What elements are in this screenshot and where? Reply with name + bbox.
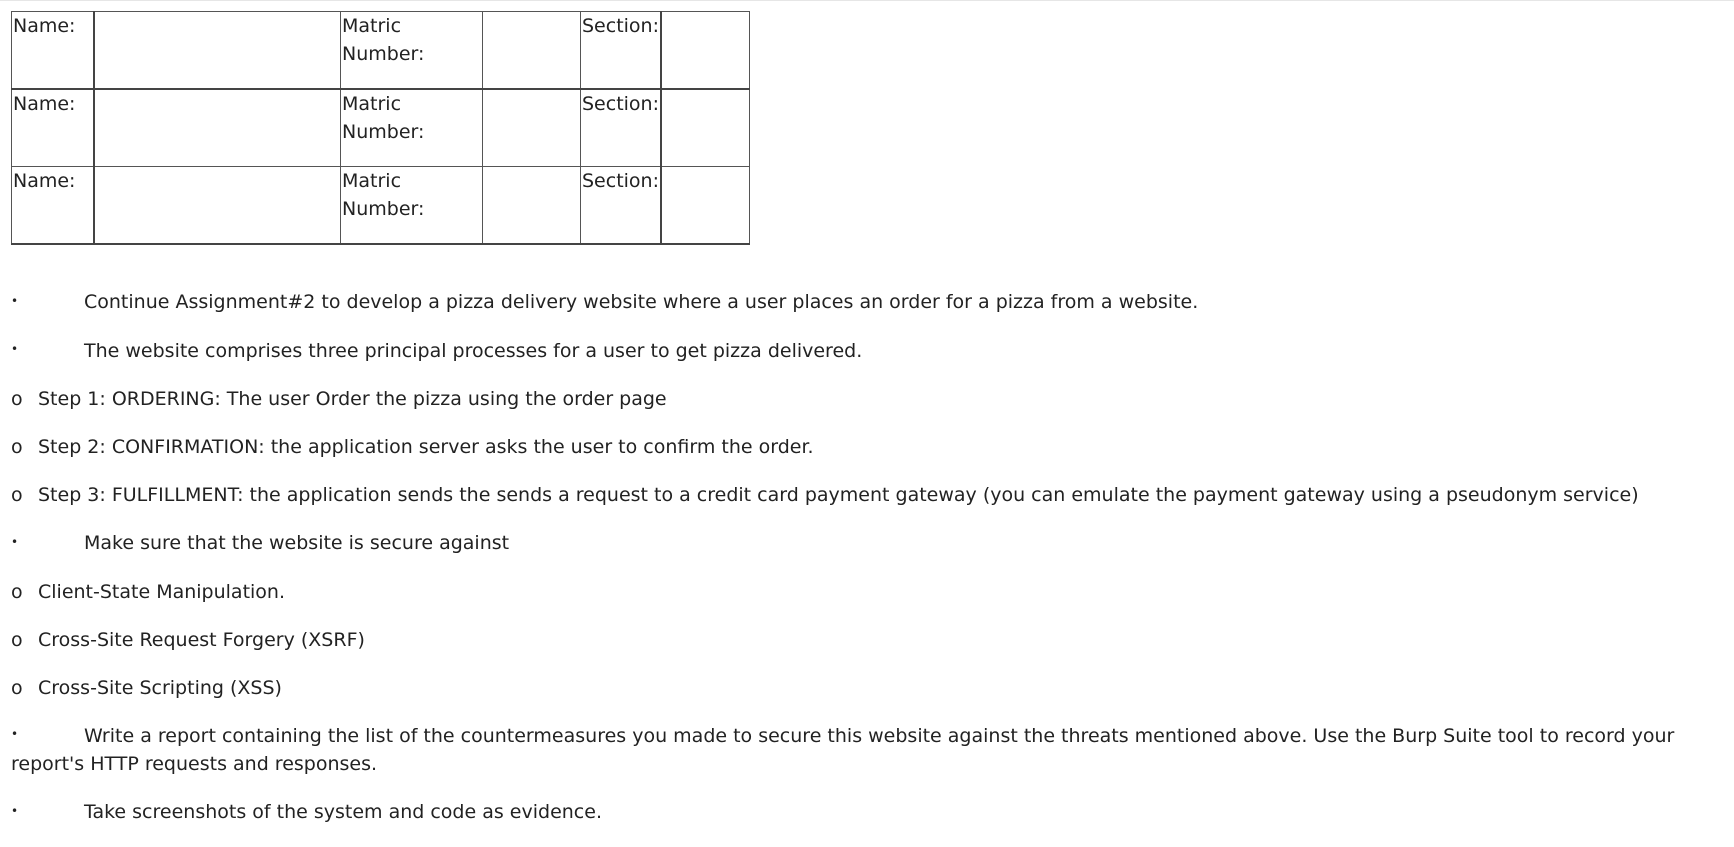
sub-item [11, 433, 1711, 461]
bullet-item [11, 798, 1711, 827]
sub-item [11, 626, 1711, 654]
table-row [12, 12, 750, 90]
matric-number-value-cell[interactable] [483, 89, 581, 167]
top-divider [0, 0, 1734, 1]
section-label: Section: [581, 167, 662, 245]
sub-bullet-marker: o [11, 484, 23, 506]
name-value-cell[interactable] [94, 12, 341, 90]
bullet-text: The website comprises three principal processes for a user to get pizza delivered. [84, 339, 863, 362]
sub-item-text: Client-State Manipulation. [38, 580, 286, 603]
assignment-instructions [11, 288, 1711, 847]
sub-bullet-marker: o [11, 628, 23, 651]
section-value-cell[interactable] [661, 89, 749, 167]
bullet-text: Take screenshots of the system and code as evidence. [84, 801, 602, 823]
bullet-marker: • [11, 803, 19, 818]
sub-bullet-marker: o [11, 676, 23, 699]
bullet-item [11, 529, 1711, 558]
bullet-marker: • [11, 727, 19, 741]
bullet-text: Make sure that the website is secure against [84, 532, 510, 554]
sub-item-text: Cross-Site Request Forgery (XSRF) [38, 628, 365, 651]
bullet-text: Write a report containing the list of the countermeasures you made to secure this website against the threats mentioned above. Use the Burp Suite tool to record your report's HTTP requests and responses. [11, 724, 1675, 775]
name-value-cell[interactable] [94, 167, 341, 245]
sub-item [11, 481, 1711, 509]
matric-number-label: Matric Number: [341, 167, 483, 245]
student-info-table [11, 11, 750, 245]
name-label: Name: [12, 167, 94, 245]
sub-item-text: Step 2: CONFIRMATION: the application server asks the user to confirm the order. [38, 436, 814, 458]
section-value-cell[interactable] [661, 12, 749, 90]
sub-bullet-marker: o [11, 436, 23, 458]
sub-bullet-marker: o [11, 388, 23, 410]
matric-number-label: Matric Number: [341, 89, 483, 167]
name-value-cell[interactable] [94, 89, 341, 167]
bullet-text: Continue Assignment#2 to develop a pizza delivery website where a user places an order for a pizza from a website. [84, 291, 1199, 313]
table-row [12, 89, 750, 167]
bullet-item [11, 722, 1711, 779]
sub-item [11, 385, 1711, 413]
bullet-marker: • [11, 534, 19, 549]
section-value-cell[interactable] [661, 167, 749, 245]
section-label: Section: [581, 89, 662, 167]
bullet-marker: • [11, 342, 19, 356]
bullet-marker: • [11, 293, 19, 308]
name-label: Name: [12, 12, 94, 90]
name-label: Name: [12, 89, 94, 167]
matric-number-value-cell[interactable] [483, 167, 581, 245]
matric-number-value-cell[interactable] [483, 12, 581, 90]
sub-bullet-marker: o [11, 580, 23, 603]
matric-number-label: Matric Number: [341, 12, 483, 90]
section-label: Section: [581, 12, 662, 90]
sub-item-text: Step 1: ORDERING: The user Order the pizza using the order page [38, 388, 667, 410]
sub-item-text: Cross-Site Scripting (XSS) [38, 676, 282, 699]
bullet-item [11, 288, 1711, 317]
sub-item [11, 674, 1711, 702]
bullet-item [11, 337, 1711, 366]
sub-item-text: Step 3: FULFILLMENT: the application sends the sends a request to a credit card payment gateway (you can emulate the payment gateway using a pseudonym service) [38, 484, 1639, 506]
sub-item [11, 578, 1711, 606]
table-row [12, 167, 750, 245]
